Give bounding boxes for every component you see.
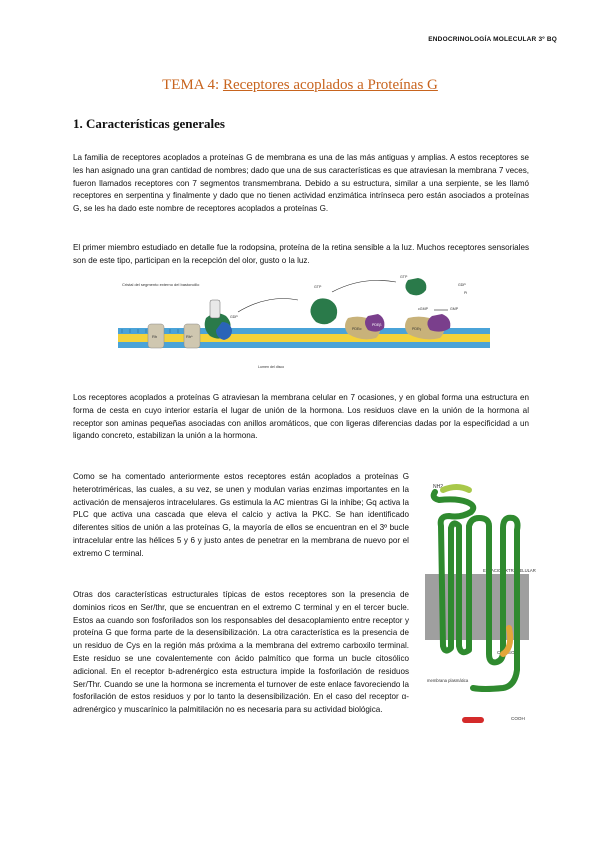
course-header: ENDOCRINOLOGÍA MOLECULAR 3º BQ [428, 36, 557, 43]
paragraph-2: El primer miembro estudiado en detalle fue la rodopsina, proteína de la retina sensible a la luz. Muchos receptores sensoriales son de este tipo, participan en la recepción del olor, gusto o la luz. [73, 243, 529, 265]
fig1-label-lumen: Lumen del disco [258, 365, 285, 369]
section-heading: 1. Características generales [73, 116, 225, 131]
fig1-label-rh: Rh [152, 334, 158, 339]
fig1-label-gmp: GMP [450, 307, 459, 311]
rhodopsin-cascade-figure [118, 272, 490, 376]
paragraph-1: La familia de receptores acoplados a proteínas G de membrana es una de las más antiguas y amplias. A estos receptores se les han asignado una gran cantidad de nombres; dado que una de sus características es que atraviesan la membrana 7 veces, fueron llamados receptores con 7 segmentos transmembrana. Debido a su estructura, similar a una serpiente, se les llamó receptores en serpentina y finalmente y dado que no tienen actividad enzimática intrínseca pero están asociados a proteínas G, se les ha dado este nombre de receptores acoplados a proteínas G. [73, 153, 529, 214]
fig1-label-pi: Pi [464, 291, 468, 295]
fig1-label-gtp: GTP [314, 285, 322, 289]
fig1-label-pde-g: PDEγ [412, 327, 422, 331]
fig2-label-cytosol: CITOSOL [497, 650, 518, 655]
fig2-label-cooh: COOH [511, 716, 525, 721]
paragraph-4: Como se ha comentado anteriormente estos receptores están acoplados a proteínas G heterotriméricas, las cuales, a su vez, se unen y modulan varias enzimas importantes en la activación de mensajeros intracelulares. Gs estimula la AC mientras Gi la inhibe; Gq activa la PLC que activa una cascada que eleva el calcio y activa la PKC. Se han identificado diferentes sitios de unión a las proteínas G, la mayoría de ellos se encuentran en el 3º bucle intracelular entre las hélices 5 y 6 y justo antes de penetrar en la membrana de nuevo por el extremo C terminal. [73, 472, 409, 558]
fig1-label-gdp: GDP [230, 315, 238, 319]
title-prefix: TEMA 4: [162, 77, 220, 93]
paragraph-5: Otras dos características estructurales típicas de estos receptores son la presencia de dominios ricos en Ser/thr, que se encuentran en el extremo C terminal y en el tercer bucle. Estos aa cuando son fosforilados son los responsables del desacoplamiento entre receptor y proteína G que forma parte de la desensibilización. La otra característica es la presencia de un residuo de Cys en la región más próxima a la membrana del extremo carboxilo terminal. Este residuo se une covalentemente con ácido palmítico que forma un bucle citosólico adicional. En el receptor b-adrenérgico esta estructura impide la fosforilación de residuos Ser/Thr. Cuando se une la hormona se incrementa el turnover de este enlace favoreciendo la fosforilación de estos residuos y por lo tanto la desensibilización. En el caso del receptor α-adrenérgico y muscarínico la palmitilación no es necesaria para su actividad biológica. [73, 590, 409, 715]
paragraph-3: Los receptores acoplados a proteínas G atraviesan la membrana celular en 7 ocasiones, y en global forma una estructura en forma de cesta en cuyo interior estaría el lugar de unión de la hormona. Los residuos clave en la unión de la hormona al receptor son aminas pequeñas asociadas con anillos aromáticos, que con ligeras diferencias dadas por la especificidad a un ligando concreto, estabilizan la unión a la hormona. [73, 393, 529, 441]
fig1-label-cgmp: cGMP [418, 307, 428, 311]
title-topic: Receptores acoplados a Proteínas G [222, 77, 438, 93]
fig1-label-gdp2: GDP [458, 283, 466, 287]
fig1-label-rhstar: Rh* [186, 334, 193, 339]
fig2-label-membrane: membrana plasmática [427, 678, 469, 683]
fig1-label-pde-a: PDEα [352, 327, 362, 331]
gpcr-serpentine-figure [425, 478, 536, 732]
fig2-label-extracellular: ESPACIO EXTRACELULAR [483, 568, 536, 573]
fig1-label-pde-b: PDEβ [372, 323, 382, 327]
fig1-caption: Cristal del segmento externo del bastoncillo [122, 282, 200, 287]
fig1-label-gtp2: GTP [400, 275, 408, 279]
page-title [0, 77, 600, 94]
fig2-label-nh2: NH2 [433, 484, 444, 490]
